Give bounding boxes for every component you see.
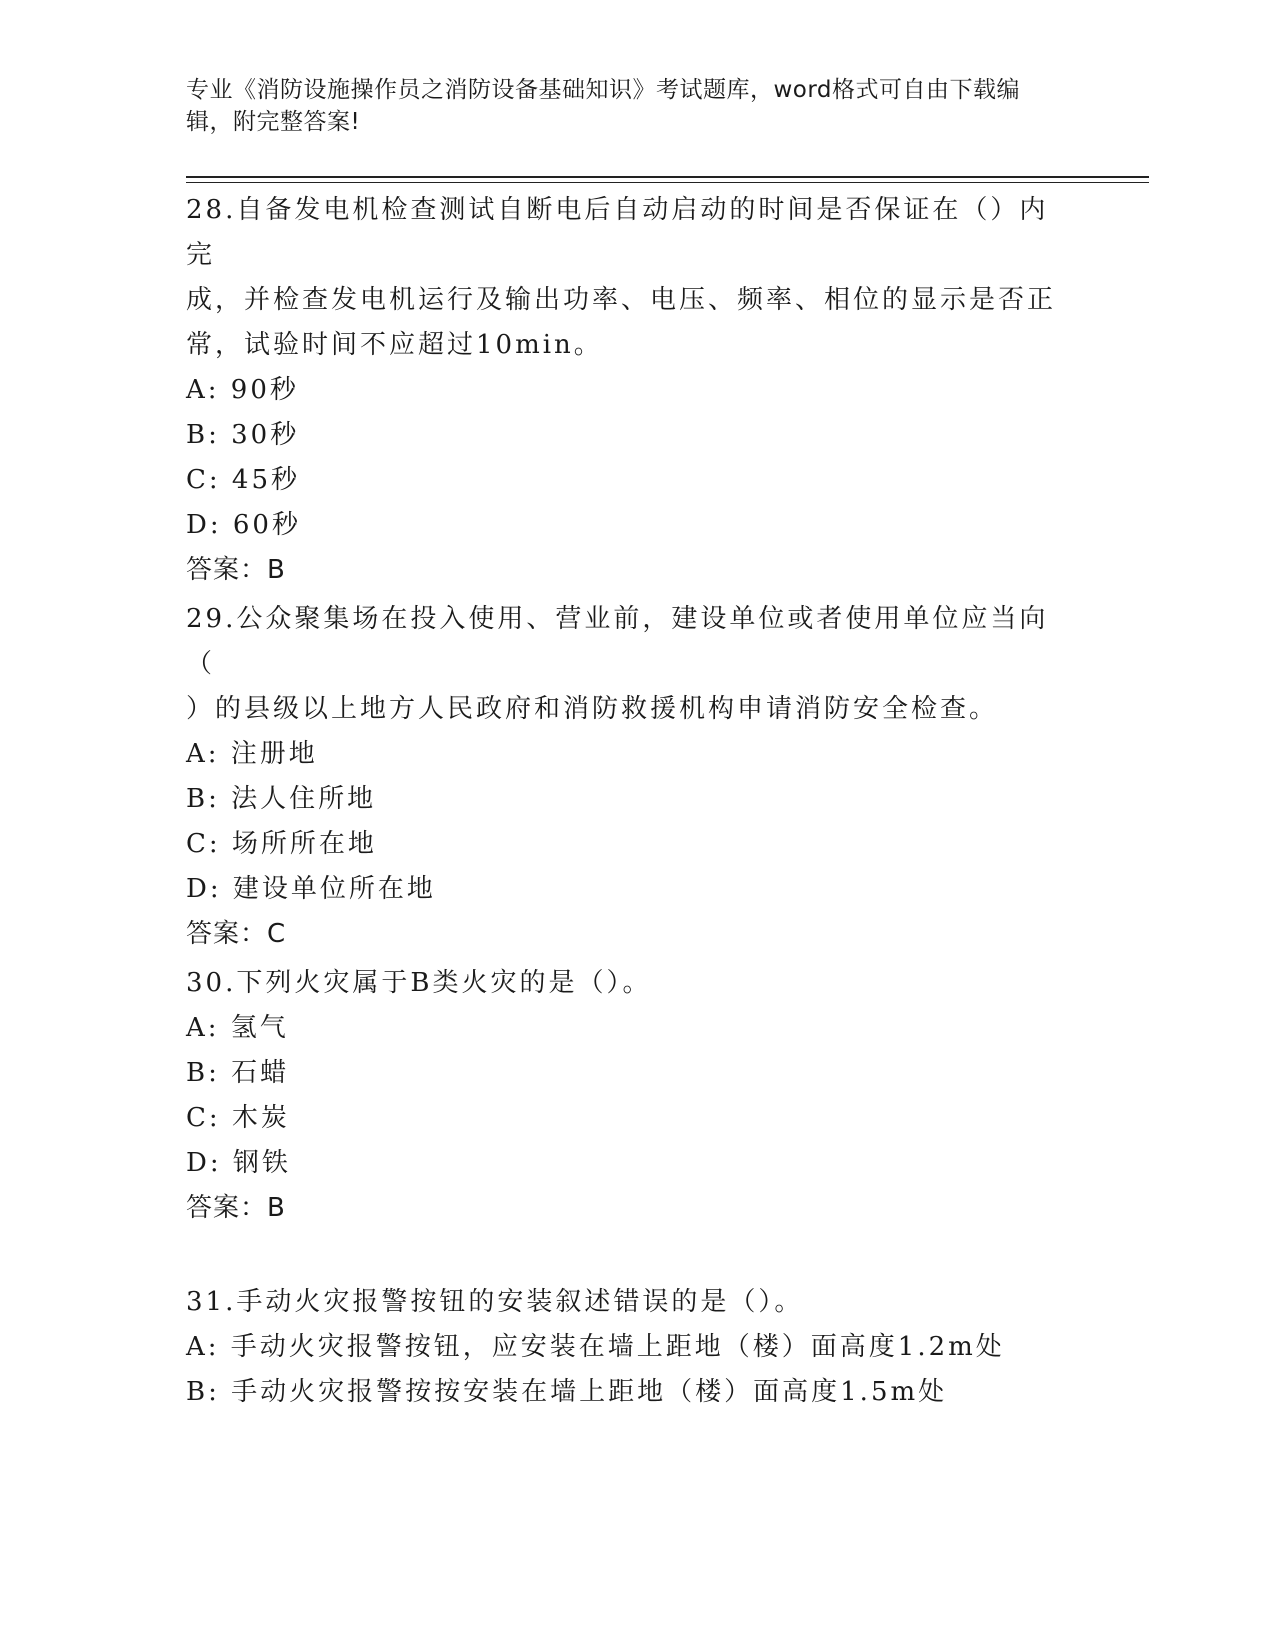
header-divider-thin — [186, 182, 1149, 183]
question-29 — [186, 597, 1066, 957]
option-a: A: 氢气 — [186, 1013, 289, 1043]
answer: 答案：B — [186, 1193, 286, 1223]
question-stem-line: ）的县级以上地方人民政府和消防救援机构申请消防安全检查。 — [186, 694, 999, 724]
option-a: A: 注册地 — [186, 739, 318, 769]
answer: 答案：B — [186, 555, 286, 585]
question-30 — [186, 961, 1066, 1231]
question-stem-line: 成，并检查发电机运行及输出功率、电压、频率、相位的显示是否正 — [186, 285, 1057, 315]
option-c: C: 45秒 — [186, 465, 301, 495]
header-line: 专业《消防设施操作员之消防设备基础知识》考试题库，word格式可自由下载编 — [186, 77, 1021, 103]
header-line: 辑，附完整答案! — [186, 109, 361, 135]
header-divider — [186, 176, 1149, 178]
question-stem-line: 28.自备发电机检查测试自断电后自动启动的时间是否保证在（）内完 — [186, 195, 1049, 270]
option-b: B: 石蜡 — [186, 1058, 290, 1088]
option-c: C: 场所所在地 — [186, 829, 377, 859]
document-header — [186, 74, 1066, 138]
option-a: A: 手动火灾报警按钮，应安装在墙上距地（楼）面高度1.2m处 — [186, 1332, 1005, 1362]
option-d: D: 60秒 — [186, 510, 301, 540]
option-b: B: 手动火灾报警按按安装在墙上距地（楼）面高度1.5m处 — [186, 1377, 948, 1407]
option-d: D: 建设单位所在地 — [186, 874, 436, 904]
question-stem-line: 30.下列火灾属于B类火灾的是（）。 — [186, 968, 652, 998]
question-28 — [186, 188, 1066, 593]
option-b: B: 法人住所地 — [186, 784, 377, 814]
question-stem-line: 29.公众聚集场在投入使用、营业前，建设单位或者使用单位应当向（ — [186, 604, 1049, 679]
question-31 — [186, 1280, 1066, 1415]
answer: 答案：C — [186, 919, 287, 949]
question-stem-line: 31.手动火灾报警按钮的安装叙述错误的是（）。 — [186, 1287, 804, 1317]
option-b: B: 30秒 — [186, 420, 300, 450]
option-c: C: 木炭 — [186, 1103, 290, 1133]
option-a: A: 90秒 — [186, 375, 299, 405]
option-d: D: 钢铁 — [186, 1148, 291, 1178]
question-stem-line: 常，试验时间不应超过10min。 — [186, 330, 603, 360]
